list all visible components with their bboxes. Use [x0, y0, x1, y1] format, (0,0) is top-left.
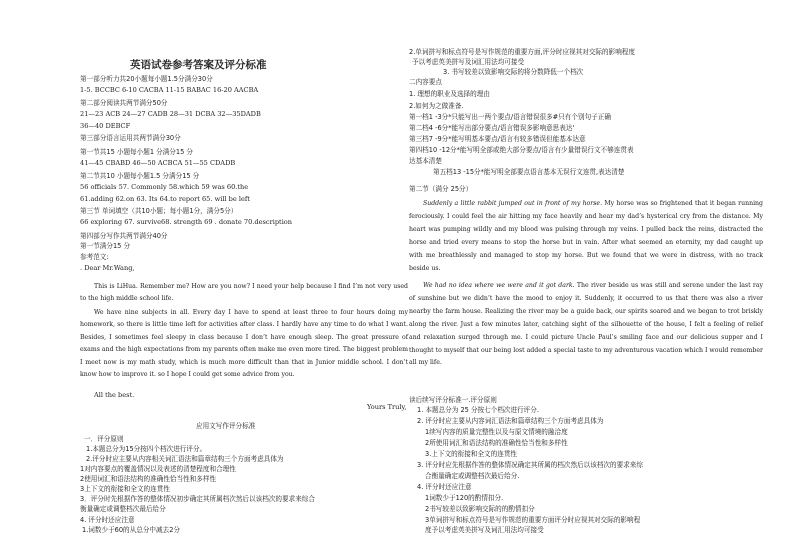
- part2-answers-b: 36—40 DEBCF: [80, 122, 131, 130]
- part1-heading: 第一部分听力共20小题每小题1.5分满分30分: [80, 75, 213, 83]
- continuation-rubric-line: 4. 评分时还应注意: [417, 483, 472, 491]
- part2-answers-a: 21—23 ACB 24—27 CADB 28—31 DCBA 32—35DADB: [80, 110, 261, 118]
- story-paragraph-1: [409, 198, 763, 275]
- right-top-line: 3. 书写较差以致影响交际的将分数降低一个档次: [443, 68, 584, 76]
- rubric-line: 一．评分原则: [84, 435, 124, 443]
- part3-section1-heading: 第一节共15 小题每小题1 分满分15 分: [80, 148, 193, 156]
- right-top-line: 1. 理想的职业及选择的理由: [409, 90, 490, 98]
- continuation-rubric-line: 2所使用词汇和语法结构的准确性恰当性和多样性: [425, 439, 568, 447]
- part3-heading: 第三部分语言运用共两节满分30分: [80, 134, 181, 142]
- part2-heading: 第二部分阅读共两节满分50分: [80, 99, 168, 107]
- section2-heading: 第二节（满分 25分）: [409, 185, 473, 193]
- continuation-rubric-line: 合衡量确定或调整档次最后给分.: [425, 472, 520, 480]
- letter-closing: All the best.: [94, 391, 135, 399]
- part3-section3-answers: 66 exploring 67. survive68. strength 69 . donate 70.description: [80, 218, 293, 226]
- story-paragraph-2-lead: We had no idea where we were and it got dark.: [423, 282, 575, 289]
- letter-signature: Yours Truly,: [367, 403, 407, 411]
- continuation-rubric-line: 1. 本题总分为 25 分按七个档次进行评分.: [417, 406, 539, 414]
- rubric-line: 2.评分时应主要从内容相关词汇语法和篇章结构三个方面考虑具体为: [86, 455, 284, 463]
- part4-section1-heading: 第一节满分15 分: [80, 242, 131, 250]
- continuation-rubric-line: 1续写内容的质量完整性以及与原文情境的融洽度: [425, 428, 568, 436]
- continuation-rubric-line: 3单词拼写和标点符号是写作规范的重要方面评分时应视其对交际的影响程: [425, 516, 641, 524]
- right-top-line: 2.如何为之做准备.: [409, 102, 464, 110]
- right-top-line: 第五档13 -15分*能写明全部要点语言基本无误行文连贯,表达清楚: [433, 168, 625, 176]
- part3-section3-heading: 第三节 单词填空（共10小题；每小题1分，满分5分）: [80, 207, 238, 215]
- continuation-rubric-line: 读后续写评分标准一.评分原则: [409, 396, 497, 404]
- part3-section1-answers: 41—45 CBABD 46—50 ACBCA 51—55 CDADB: [80, 159, 236, 167]
- rubric-line: 3．评分时先根据作答的整体情况初步确定其所属档次然后以该档次的要求来综合: [80, 495, 315, 503]
- part3-section2-line1: 56 officials 57. Commonly 58.which 59 was 60.the: [80, 183, 249, 191]
- continuation-rubric-line: 度予以考虑英美拼写及词汇用法均可接受: [425, 526, 544, 534]
- story-paragraph-2: [409, 280, 763, 370]
- rubric-line: 1.词数少于60的从总分中减去2分: [82, 526, 181, 534]
- letter-paragraph-1: This is LiHua. Remember me? How are you now? I need your help because I find I’m not very used to the high middle school life.: [80, 283, 408, 303]
- rubric-line: 1.本题总分为15分按四个档次进行评分。: [86, 445, 207, 453]
- right-top-line: 2.单词拼写和标点符号是写作规范的重要方面,评分时应视其对交际的影响程度: [409, 48, 635, 56]
- rubric-line: 1对内容要点的覆盖情况以及表述的清楚程度和合理性: [80, 465, 236, 473]
- right-top-line: 达基本清楚: [409, 157, 442, 165]
- continuation-rubric-line: 3. 评分时应先根据作答的整体情况确定其所属的档次然后以该档次的要求来综: [417, 461, 643, 469]
- right-top-line: 第一档1 -3分*只能写出一两个要点/语言错误很多#只有个别句子正确: [409, 113, 611, 121]
- continuation-rubric-line: 2. 评分时应主要从内容词汇语法和篇章结构三个方面考虑具体为: [417, 417, 604, 425]
- rubric-title: 应用文写作评分标准: [196, 422, 256, 430]
- letter-greeting: . Dear Mr.Wang,: [80, 264, 135, 272]
- rubric-line: 4. 评分时还应注意: [80, 516, 135, 524]
- right-top-line: 第三档7 -9分*能写明基本要点/语言有较多错误但能基本达意: [409, 135, 586, 143]
- story-paragraph-2-body: The river beside us was still and serene under the last ray of sunshine but we didn’t have the mood to enjoy it. Suddenly, it occurred to us that there was also a river nearby the farm house. Realizing the river may be a guide back, our spirits soared and we began to trot briskly along the river. Just a few minutes later, catching sight of the silhouette of the house, I felt a feeling of relief and relaxation surged through me. I could picture Uncle Paul’s smiling face and our delicious supper and I thought to myself that our being lost added a special taste to my adventurous vacation which I would remember all my life.: [409, 282, 763, 367]
- continuation-rubric-line: 3.上下文的衔接和全文的连贯性: [425, 450, 518, 458]
- page-title: 英语试卷参考答案及评分标准: [130, 59, 267, 71]
- right-top-line: 二内容要点: [409, 78, 442, 86]
- part3-section2-heading: 第二节共10 小题每小题1.5 分满分15 分: [80, 172, 200, 180]
- continuation-rubric-line: 1词数少于120的酌情扣分.: [425, 494, 504, 502]
- rubric-line: 衡量确定或调整档次最后给分: [80, 505, 166, 513]
- letter-paragraph-2: We have nine subjects in all. Every day I have to spend at least three to four hours doing my homework, so there is little time left for activities after class. I hardly have any time to do what I want. Besides, I sometimes feel sleepy in class because I don’t have enough sleep. The great pressure of exams and the high expectations from my parents often make me even more tired. The biggest problem I meet now is my math study, which is much more difficult than that in Junior middle school. I don’t know how to improve it. so I hope I could get some advice from you.: [80, 309, 408, 379]
- right-top-line: 予以考虑英美拼写及词汇用法均可接受: [412, 58, 525, 66]
- part3-section2-line2: 61.adding 62.on 63. Its 64.to report 65. will be left: [80, 195, 250, 203]
- continuation-rubric-line: 2书写较差以致影响交际的的酌情扣分: [425, 505, 535, 513]
- sample-heading: 参考范文:: [80, 253, 109, 261]
- story-paragraph-1-body: . My horse was so frightened that it began running ferociously. I could feel the air hitting my face heavily and hear my dad’s hysterical cry from the distance. My heart was pumping wildly and my blood was pulsing through my veins. I pulled back the reins, distracted the horse and tried every means to stop the horse but in vain. After what seemed an eternity, my dad caught up with me breathlessly and managed to stop my horse. But we found that we were in distress, with no track beside us.: [409, 200, 764, 272]
- right-top-line: 第四档10 -12分*能写明全部或绝大部分要点/语言有少量错误行文不够连贯表: [409, 146, 634, 154]
- part1-answers: 1-5. BCCBC 6-10 CACBA 11-15 BABAC 16-20 AACBA: [80, 86, 259, 94]
- story-paragraph-1-lead: Suddenly a little rabbit jumped out in front of my horse: [423, 200, 601, 207]
- right-top-line: 第二档4 -6分*能写出部分要点/语言错误多影响意思表达': [409, 124, 575, 132]
- part4-heading: 第四部分写作共两节满分40分: [80, 232, 168, 240]
- rubric-line: 2使用词汇和语法结构的准确性恰当性和多样性: [80, 475, 217, 483]
- rubric-line: 3上下文的衔接和全文的连贯性: [80, 485, 170, 493]
